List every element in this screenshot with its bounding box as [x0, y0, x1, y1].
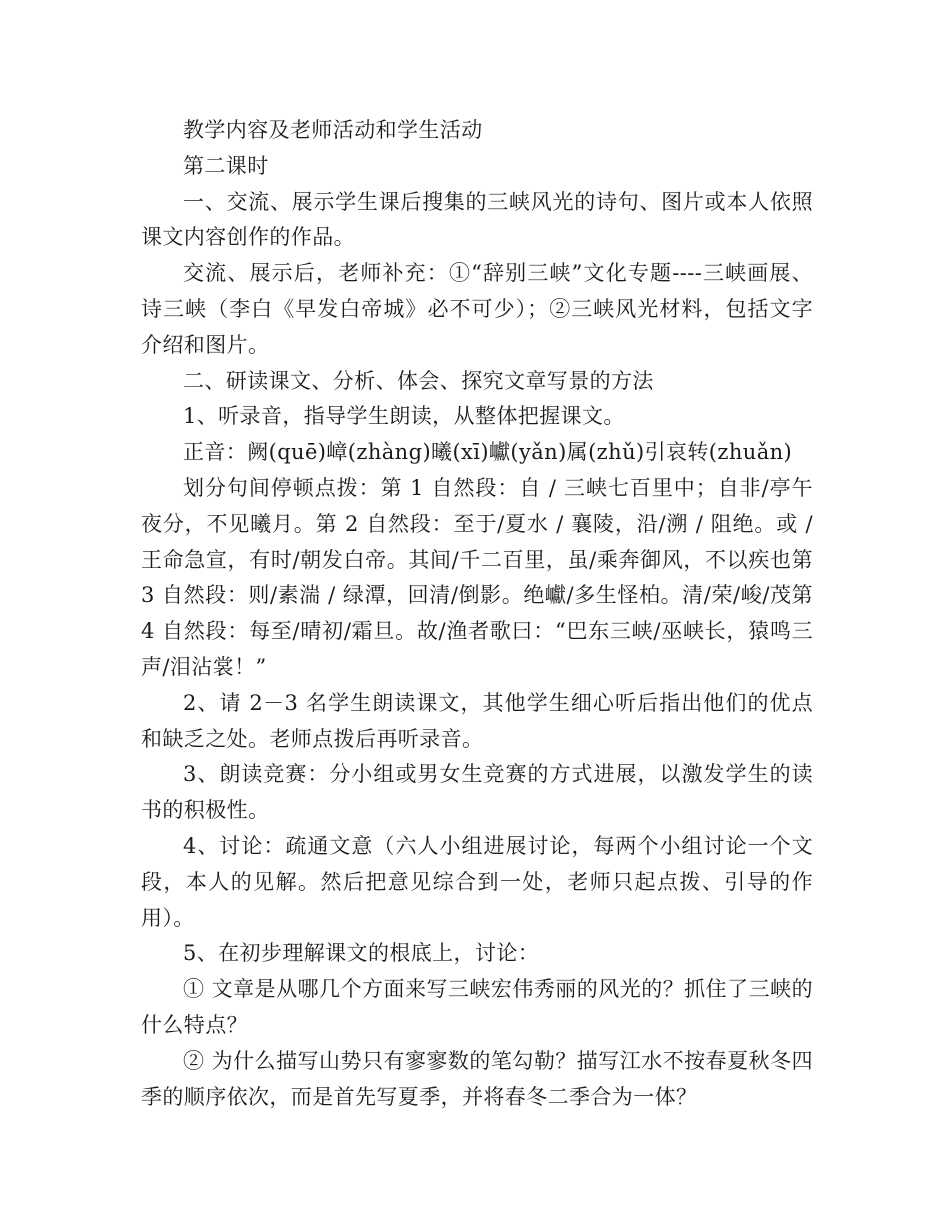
paragraph-step-5: 5、在初步理解课文的根底上，讨论：	[183, 941, 540, 966]
heading-second-lesson: 第二课时	[183, 153, 269, 178]
paragraph-section-one: 一、交流、展示学生课后搜集的三峡风光的诗句、图片或本人依照课文内容创作的作品。	[141, 189, 813, 250]
paragraph-step-2: 2、请 2－3 名学生朗读课文，其他学生细心听后指出他们的优点和缺乏之处。老师点拨后再听录音。	[141, 690, 813, 751]
paragraph-pause-guidance: 划分句间停顿点拨：第 1 自然段：自 / 三峡七百里中；自非/亭午夜分，不见曦月。第 2 自然段：至于/夏水 / 襄陵，沿/溯 / 阻绝。或 / 王命急宣，有时/朝发白帝。其间/千二百里，虽/乘奔御风，不以疾也第 3 自然段：则/素湍 / 绿潭，回清/倒影。绝巘/多生怪柏。清/荣/峻/茂第 4 自然段：每至/晴初/霜旦。故/渔者歌曰：“巴东三峡/巫峡长，猿鸣三声/泪沾裳！”	[141, 475, 813, 679]
document-body	[141, 113, 813, 1115]
paragraph-section-two: 二、研读课文、分析、体会、探究文章写景的方法	[183, 368, 654, 393]
paragraph-step-1: 1、听录音，指导学生朗读，从整体把握课文。	[183, 404, 625, 429]
paragraph-pronunciation: 正音：阙(quē)嶂(zhàng)曦(xī)巘(yǎn)属(zhǔ)引哀转(zhuǎn)	[183, 440, 793, 465]
paragraph-step-4: 4、讨论：疏通文意（六人小组进展讨论，每两个小组讨论一个文段，本人的见解。然后把意见综合到一处，老师只起点拨、引导的作用）。	[141, 833, 813, 930]
paragraph-question-2: ② 为什么描写山势只有寥寥数的笔勾勒？描写江水不按春夏秋冬四季的顺序依次，而是首先写夏季，并将春冬二季合为一体？	[141, 1048, 813, 1109]
paragraph-teacher-supplement: 交流、展示后，老师补充：①“辞别三峡”文化专题----三峡画展、诗三峡（李白《早发白帝城》必不可少）；②三峡风光材料，包括文字介绍和图片。	[141, 261, 813, 357]
paragraph-question-1: ① 文章是从哪几个方面来写三峡宏伟秀丽的风光的？抓住了三峡的什么特点？	[141, 977, 813, 1037]
heading-teaching-content: 教学内容及老师活动和学生活动	[183, 118, 483, 142]
paragraph-step-3: 3、朗读竞赛：分小组或男女生竞赛的方式进展，以激发学生的读书的积极性。	[141, 762, 813, 823]
